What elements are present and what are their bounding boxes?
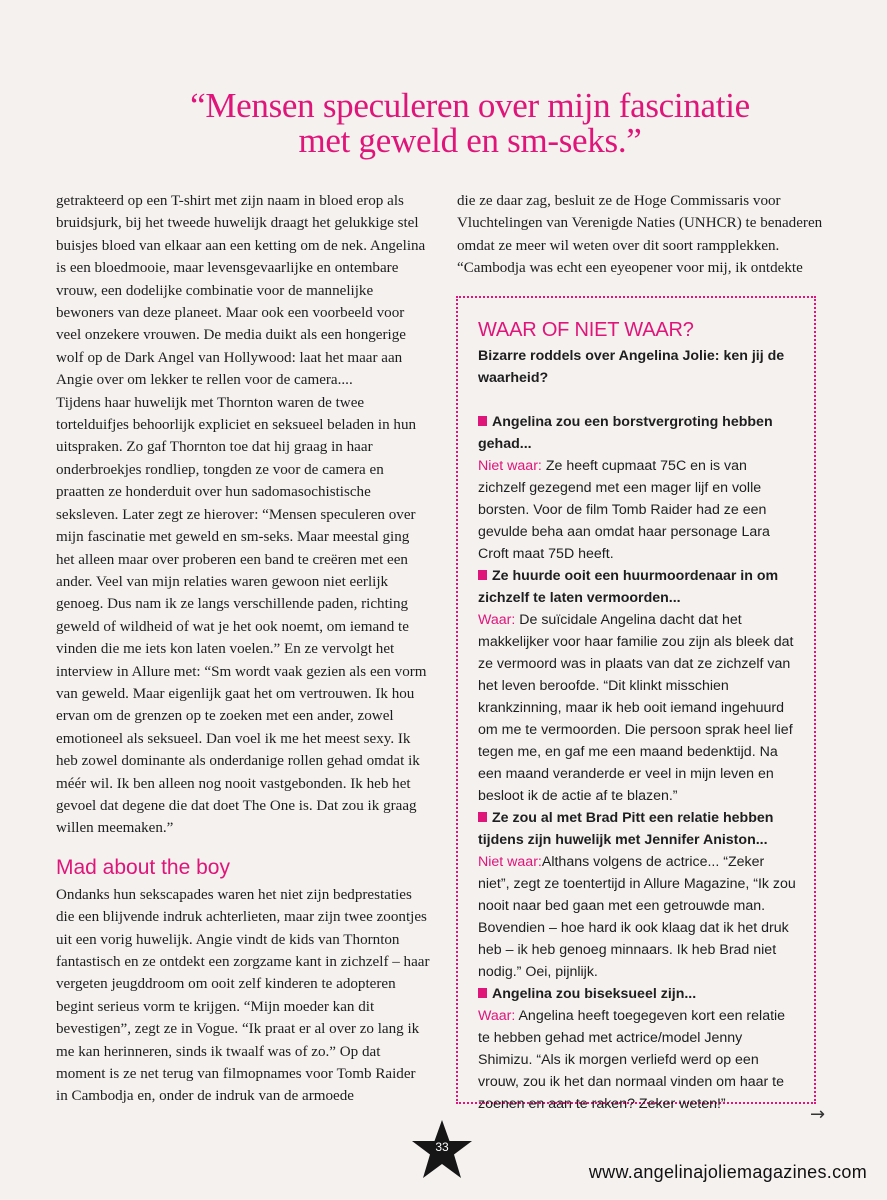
article-paragraph: getrakteerd op een T-shirt met zijn naam in bloed erop als bruidsjurk, bij het tweede huwelijk draagt het gelukkige stel buisjes bloed van elkaar aan een ketting om de nek. Angelina is een bloedmooie, maar levensgevaarlijke en ontembare vrouw, een dodelijke combinatie voor de mannelijke bewoners van deze planeet. Maar ook een voorbeeld voor veel onzekere vrouwen. De media duikt als een hongerige wolf op de Dark Angel van Hollywood: laat het maar aan Angie over om lekker te rellen voor de camera....	[56, 193, 426, 389]
sidebar-item	[478, 411, 796, 565]
article-paragraph: Tijdens haar huwelijk met Thornton waren de twee tortelduifjes behoorlijk expliciet en seksueel beladen in hun uitspraken. Zo gaf Thornton toe dat hij graag in haar onderbroekjes rondliep, tongden ze voor de camera en praatten ze honderduit over hun sadomasochistische seksleven. Later zegt ze hierover: “Mensen speculeren over mijn fascinatie met geweld en sm-seks. Maar meestal ging het alleen maar over proberen een band te creëren met een ander. Veel van mijn relaties waren gewoon niet eerlijk genoeg. Dus nam ik ze langs verschillende paden, richting geweld of wildheid of wat je het ook noemt, om iemand te vinden die me iets kon laten voelen.” En ze vervolgt het interview in Allure met: “Sm wordt vaak gezien als een vorm van geweld. Maar eigenlijk gaat het om vertrouwen. Ik hou ervan om de grenzen op te zoeken met een ander, zowel emotioneel als seksueel. Dan voel ik me het meest sexy. Ik heb zowel dominante als onderdanige rollen gehad omdat ik méér wil. Ik ben alleen nog nooit vastgebonden. Ik heb het gevoel dat degene die dat doet The One is. Dat zou ik graag willen meemaken.”	[56, 394, 427, 837]
article-right-column	[457, 190, 833, 280]
square-bullet-icon	[478, 416, 487, 426]
sidebar-title: WAAR OF NIET WAAR?	[478, 319, 694, 341]
verdict-label: Niet waar:	[478, 458, 542, 474]
page-number: 33	[435, 1140, 449, 1154]
square-bullet-icon	[478, 988, 487, 998]
website-watermark: www.angelinajoliemagazines.com	[588, 1162, 867, 1182]
sidebar-answer: Niet waar:Althans volgens de actrice... “Zeker niet”, zegt ze toentertijd in Allure Magazine, “Ik zou nooit naar bed gaan met een getrouwde man. Bovendien – hoe hard ik ook klaag dat ik het druk heb – ik heb genoeg minnaars. Ik heb Brad niet nodig.” Oei, pijnlijk.	[478, 854, 796, 980]
sidebar-item	[478, 807, 796, 983]
sidebar-subtitle: Bizarre roddels over Angelina Jolie: ken jij de waarheid?	[478, 348, 785, 386]
sidebar-answer: Waar: De suïcidale Angelina dacht dat het makkelijker voor haar familie zou zijn als bleek dat ze vermoord was in plaats van dat ze zichzelf van het leven beroofde. “Dit klinkt misschien krankzinning, maar ik heb ooit iemand ingehuurd om me te vermoorden. Die persoon sprak heel lief tegen me, en gaf me een maand bedenktijd. Na een maand veranderde er veel in mijn leven en besloot ik de actie af te blazen.”	[478, 612, 794, 804]
sidebar-item	[478, 565, 796, 807]
continue-arrow-icon: →	[810, 1104, 826, 1125]
article-paragraph: Ondanks hun sekscapades waren het niet zijn bedprestaties die een blijvende indruk achterlieten, maar zijn twee zoontjes uit een vorig huwelijk. Angie vindt de kids van Thornton fantastisch en ze ontdekt een zorgzame kant in zichzelf – haar vergeten jeugddroom om ooit zelf kinderen te adopteren begint serieus vorm te krijgen. “Mijn moeder kan dit bevestigen”, zegt ze in Vogue. “Ik praat er al over zo lang ik me kan herinneren, sinds ik twaalf was of zo.” Op dat moment is ze net terug van filmopnames voor Tomb Raider in Cambodja en, onder de indruk van de armoede	[56, 886, 430, 1105]
verdict-label: Niet waar:	[478, 854, 542, 870]
pull-quote	[170, 88, 770, 158]
sidebar-answer: Niet waar: Ze heeft cupmaat 75C en is van zichzelf gezegend met een mager lijf en volle borsten. Voor de film Tomb Raider had ze een gevulde beha aan omdat haar personage Lara Croft maat 75D heeft.	[478, 458, 770, 562]
sidebar-question: Ze zou al met Brad Pitt een relatie hebben tijdens zijn huwelijk met Jennifer Aniston...	[478, 810, 774, 848]
square-bullet-icon	[478, 812, 487, 822]
sidebar-question: Angelina zou een borstvergroting hebben gehad...	[478, 414, 773, 452]
sidebar-answer: Waar: Angelina heeft toegegeven kort een relatie te hebben gehad met actrice/model Jenny Shimizu. “Als ik morgen verliefd werd op een vrouw, zou ik het dan normaal vinden om haar te zoenen en aan te raken? Zeker weten!”	[478, 1008, 786, 1112]
article-paragraph: die ze daar zag, besluit ze de Hoge Commissaris voor Vluchtelingen van Verenigde Naties (UNHCR) te benaderen omdat ze meer wil weten over dit soort rampplekken. “Cambodja was echt een eyeopener voor mij, ik ontdekte	[457, 193, 823, 277]
verdict-label: Waar:	[478, 1008, 516, 1024]
sidebar-question: Angelina zou biseksueel zijn...	[478, 983, 796, 1005]
sidebar-item	[478, 983, 796, 1115]
pull-quote-line-1: “Mensen speculeren over mijn fascinatie	[190, 86, 750, 125]
square-bullet-icon	[478, 570, 487, 580]
verdict-label: Waar:	[478, 612, 516, 628]
article-left-column	[56, 190, 431, 1108]
section-heading: Mad about the boy	[56, 855, 230, 879]
true-or-false-sidebar	[456, 296, 816, 1112]
sidebar-question: Ze huurde ooit een huurmoordenaar in om zichzelf te laten vermoorden...	[478, 568, 779, 606]
pull-quote-line-2: met geweld en sm-seks.”	[298, 121, 642, 160]
